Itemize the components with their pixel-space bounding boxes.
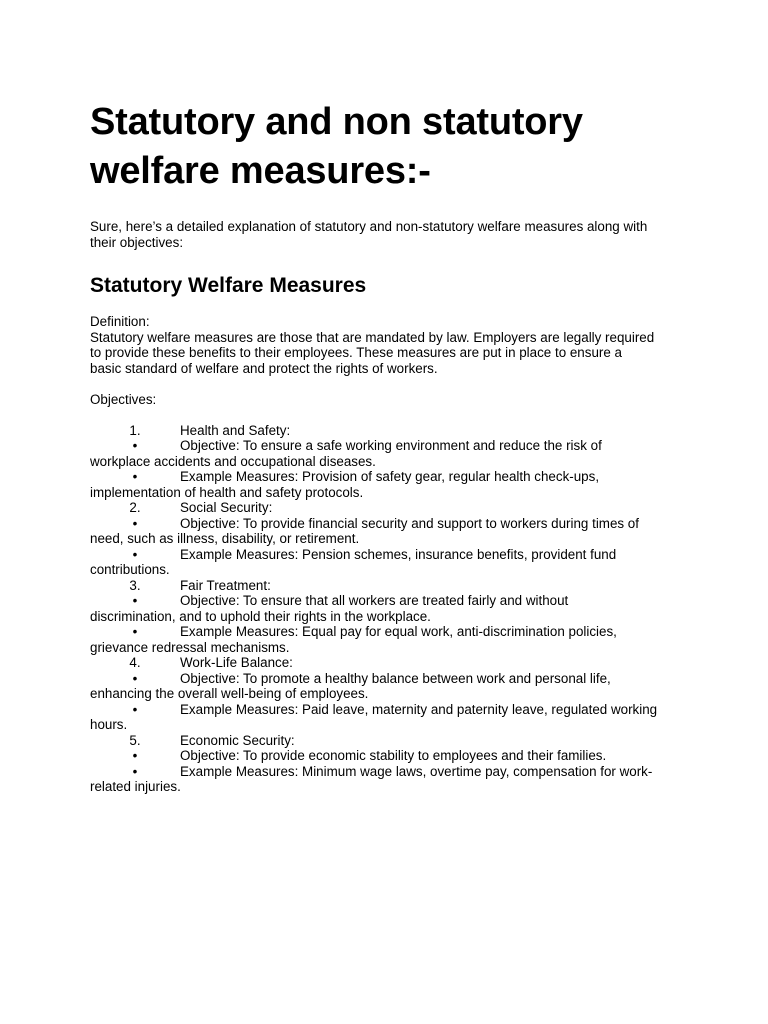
- objective-text-first: Objective: To ensure a safe working environment and reduce the risk of: [180, 438, 602, 453]
- list-heading-text: Fair Treatment:: [180, 577, 271, 593]
- objective-text-continued: workplace accidents and occupational diseases.: [90, 453, 376, 469]
- objective-bullet: [90, 516, 690, 532]
- section-heading: Statutory Welfare Measures: [90, 274, 367, 297]
- list-number: 5.: [129, 732, 141, 748]
- example-text-continued: related injuries.: [90, 779, 181, 794]
- objective-text-first: Objective: To promote a healthy balance between work and personal life,: [180, 670, 611, 686]
- bullet-icon: •: [132, 546, 138, 562]
- list-item-heading: [90, 423, 690, 439]
- definition-line-3: basic standard of welfare and protect the rights of workers.: [90, 360, 438, 376]
- list-item-heading: [90, 578, 690, 594]
- list-item-heading: [90, 655, 690, 671]
- title-line-1: Statutory and non statutory: [90, 101, 583, 143]
- example-bullet: [90, 624, 690, 640]
- example-bullet: [90, 702, 690, 718]
- intro-line-2: their objectives:: [90, 234, 184, 250]
- bullet-icon: •: [132, 515, 138, 531]
- bullet-wrap: [90, 469, 180, 485]
- bullet-wrap: [90, 748, 180, 764]
- list-item-heading: [90, 733, 690, 749]
- definition-block: [90, 314, 690, 376]
- definition-label: Definition:: [90, 314, 150, 329]
- bullet-icon: •: [132, 593, 138, 608]
- list-heading-text: Social Security:: [180, 500, 273, 515]
- list-number-wrap: [90, 423, 180, 439]
- objective-text-continued: discrimination, and to uphold their rights in the workplace.: [90, 608, 431, 624]
- intro-line-1: Sure, here’s a detailed explanation of statutory and non-statutory welfare measures along with: [90, 219, 648, 234]
- bullet-wrap: [90, 764, 180, 780]
- list-number: 3.: [129, 577, 141, 593]
- list-number-wrap: [90, 578, 180, 594]
- bullet-icon: •: [132, 748, 138, 763]
- objective-bullet: [90, 748, 690, 764]
- bullet-wrap: [90, 593, 180, 609]
- example-text-first: Example Measures: Minimum wage laws, overtime pay, compensation for work-: [180, 763, 653, 779]
- example-bullet: [90, 764, 690, 780]
- list-number-wrap: [90, 655, 180, 671]
- list-number-wrap: [90, 500, 180, 516]
- objectives-label: Objectives:: [90, 391, 157, 407]
- list-heading-text: Health and Safety:: [180, 422, 291, 438]
- document-body: [90, 98, 690, 795]
- bullet-icon: •: [132, 624, 138, 639]
- list-number-wrap: [90, 733, 180, 749]
- list-number: 4.: [129, 655, 141, 670]
- bullet-icon: •: [132, 438, 138, 453]
- intro-paragraph: [90, 219, 690, 250]
- bullet-wrap: [90, 547, 180, 563]
- list-heading-text: Economic Security:: [180, 732, 295, 748]
- example-text-first: Example Measures: Provision of safety gear, regular health check-ups,: [180, 469, 600, 484]
- objective-bullet: [90, 671, 690, 687]
- title-line-2: welfare measures:-: [90, 150, 431, 192]
- example-text-first: Example Measures: Pension schemes, insurance benefits, provident fund: [180, 546, 617, 562]
- bullet-icon: •: [132, 701, 138, 717]
- bullet-icon: •: [132, 670, 138, 686]
- list-item-heading: [90, 500, 690, 516]
- list-number: 2.: [129, 500, 141, 515]
- example-text-continued: grievance redressal mechanisms.: [90, 639, 290, 655]
- document-title: [90, 98, 690, 196]
- list-number: 1.: [129, 422, 141, 438]
- definition-text: [90, 330, 690, 377]
- bullet-wrap: [90, 438, 180, 454]
- objective-text-first: Objective: To provide financial security and support to workers during times of: [180, 515, 639, 531]
- example-text-continued: hours.: [90, 717, 128, 732]
- objective-text-first: Objective: To ensure that all workers are treated fairly and without: [180, 593, 569, 608]
- objective-text-first: Objective: To provide economic stability to employees and their families.: [180, 748, 607, 763]
- objective-bullet: [90, 438, 690, 454]
- example-bullet: [90, 547, 690, 563]
- example-text-continued: implementation of health and safety protocols.: [90, 484, 364, 500]
- bullet-icon: •: [132, 763, 138, 779]
- objective-text-continued: enhancing the overall well-being of employees.: [90, 686, 369, 701]
- example-bullet: [90, 469, 690, 485]
- example-text-continued: contributions.: [90, 562, 170, 577]
- objective-bullet: [90, 593, 690, 609]
- bullet-wrap: [90, 624, 180, 640]
- list-heading-text: Work-Life Balance:: [180, 655, 293, 670]
- definition-line-2: to provide these benefits to their employees. These measures are put in place to ensure a: [90, 345, 622, 360]
- objectives-list: [90, 423, 690, 795]
- bullet-icon: •: [132, 469, 138, 484]
- bullet-wrap: [90, 702, 180, 718]
- bullet-wrap: [90, 516, 180, 532]
- objective-text-continued: need, such as illness, disability, or retirement.: [90, 531, 360, 546]
- definition-line-1: Statutory welfare measures are those that are mandated by law. Employers are legally required: [90, 329, 655, 345]
- bullet-wrap: [90, 671, 180, 687]
- example-text-first: Example Measures: Equal pay for equal work, anti-discrimination policies,: [180, 624, 617, 639]
- example-text-first: Example Measures: Paid leave, maternity and paternity leave, regulated working: [180, 701, 658, 717]
